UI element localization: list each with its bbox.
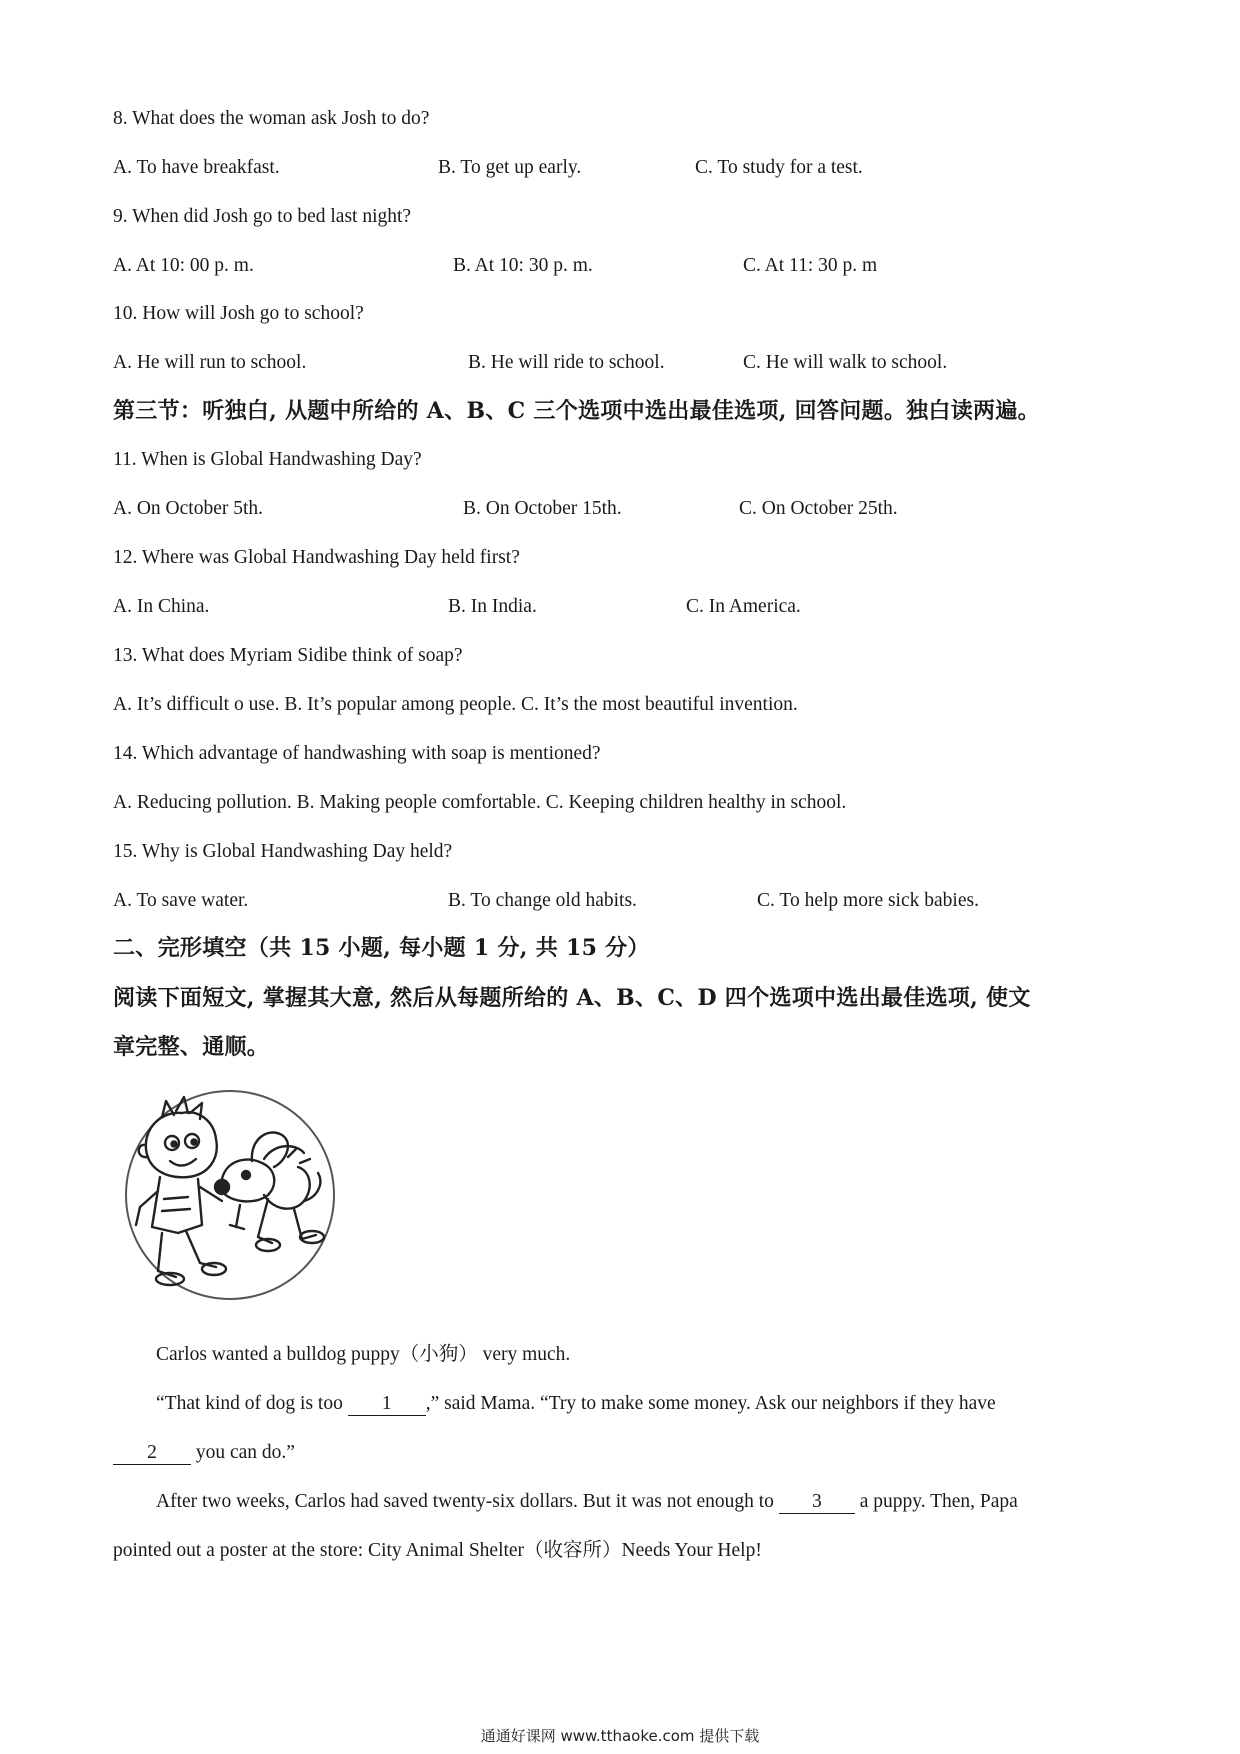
passage-text: ,” said Mama. “Try to make some money. Ask our neighbors if they have: [425, 1393, 996, 1414]
cloze-blank-1: 1: [348, 1393, 426, 1416]
passage-text: After two weeks, Carlos had saved twenty-six dollars. But it was not enough to: [156, 1491, 779, 1512]
option-a: A. At 10: 00 p. m.: [113, 255, 254, 276]
passage-paragraph-2-line2: [113, 1440, 295, 1466]
passage-paragraph-3-line1: [156, 1489, 1018, 1515]
option-a: A. To save water.: [113, 890, 249, 911]
part-2-instruction-line2: 章完整、通顺。: [113, 1034, 270, 1060]
option-a: A. To have breakfast.: [113, 157, 280, 178]
option-b: B. He will ride to school.: [468, 352, 665, 373]
option-c: C. To study for a test.: [695, 157, 863, 178]
passage-text: “That kind of dog is too: [156, 1393, 348, 1414]
option-a: A. On October 5th.: [113, 498, 264, 519]
question-14-stem: 14. Which advantage of handwashing with soap is mentioned?: [113, 743, 601, 764]
passage-paragraph-2-line1: [156, 1391, 996, 1417]
passage-paragraph-3-line2: pointed out a poster at the store: City Animal Shelter（收容所）Needs Your Help!: [113, 1540, 762, 1561]
cloze-blank-3: 3: [779, 1491, 855, 1514]
option-b: B. To get up early.: [438, 157, 582, 178]
question-13-options: A. It’s difficult o use. B. It’s popular among people. C. It’s the most beautiful invention.: [113, 694, 798, 715]
option-c: C. He will walk to school.: [743, 352, 948, 373]
cloze-blank-2: 2: [113, 1442, 191, 1465]
question-9-stem: 9. When did Josh go to bed last night?: [113, 206, 412, 227]
part-2-heading: 二、完形填空（共 15 小题, 每小题 1 分, 共 15 分）: [113, 935, 650, 961]
section-3-heading: 第三节：听独白, 从题中所给的 A、B、C 三个选项中选出最佳选项, 回答问题。独白读两遍。: [113, 398, 1040, 424]
option-b: B. At 10: 30 p. m.: [453, 255, 593, 276]
passage-text: you can do.”: [191, 1442, 295, 1463]
option-c: C. At 11: 30 p. m: [743, 255, 878, 276]
option-a: A. He will run to school.: [113, 352, 307, 373]
passage-text: a puppy. Then, Papa: [854, 1491, 1018, 1512]
question-11-stem: 11. When is Global Handwashing Day?: [113, 449, 422, 470]
passage-paragraph-1: Carlos wanted a bulldog puppy（小狗） very much.: [156, 1344, 571, 1365]
option-b: B. On October 15th.: [463, 498, 622, 519]
option-b: B. To change old habits.: [448, 890, 637, 911]
option-c: C. On October 25th.: [739, 498, 898, 519]
question-12-stem: 12. Where was Global Handwashing Day held first?: [113, 547, 520, 568]
option-c: C. To help more sick babies.: [757, 890, 979, 911]
option-a: A. In China.: [113, 596, 210, 617]
page-footer: 通通好课网 www.tthaoke.com 提供下载: [480, 1727, 760, 1745]
option-b: B. In India.: [448, 596, 537, 617]
question-10-stem: 10. How will Josh go to school?: [113, 303, 364, 324]
option-c: C. In America.: [686, 596, 801, 617]
boy-and-puppy-illustration: [118, 1087, 342, 1303]
question-14-options: A. Reducing pollution. B. Making people comfortable. C. Keeping children healthy in school.: [113, 792, 847, 813]
question-8-stem: 8. What does the woman ask Josh to do?: [113, 108, 430, 129]
part-2-instruction-line1: 阅读下面短文, 掌握其大意, 然后从每题所给的 A、B、C、D 四个选项中选出最佳选项, 使文: [113, 985, 1031, 1011]
question-13-stem: 13. What does Myriam Sidibe think of soap?: [113, 645, 463, 666]
question-15-stem: 15. Why is Global Handwashing Day held?: [113, 841, 453, 862]
